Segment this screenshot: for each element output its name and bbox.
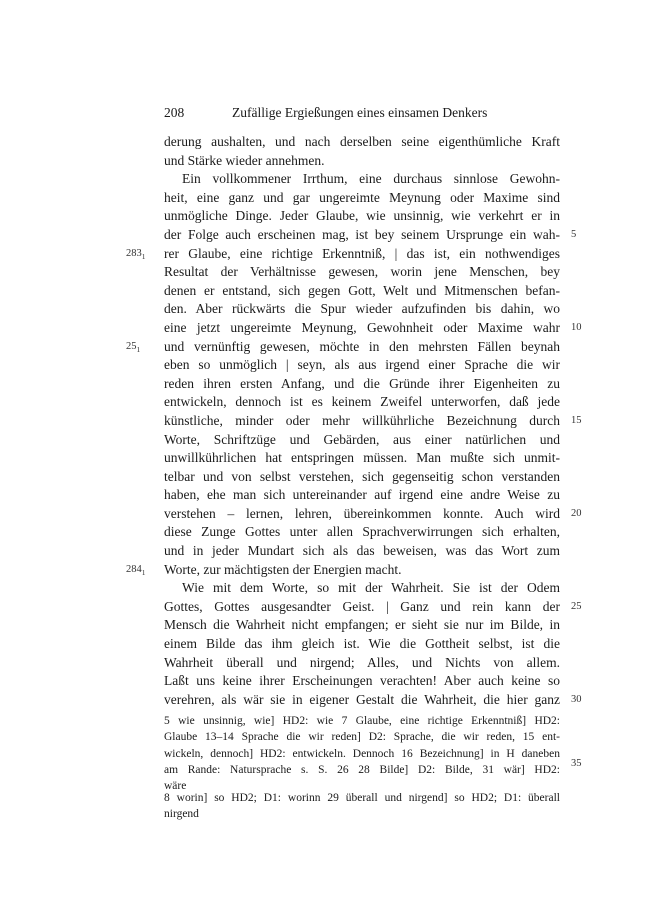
text-line: Laßt uns keine ihrer Erscheinungen verachten! Aber auch keine so — [164, 673, 560, 689]
line-number: 30 — [571, 694, 582, 705]
apparatus-line: nirgend — [164, 808, 199, 821]
line-number: 5 — [571, 229, 577, 240]
critical-apparatus-sources — [164, 790, 560, 823]
text-line: unwillkührlichen hat entspringen müssen. Man mußte sich unmit- — [164, 450, 560, 466]
text-line: Worte, zur mächtigsten der Energien macht. — [164, 561, 402, 577]
text-line: und Stärke wieder annehmen. — [164, 152, 325, 168]
main-text — [164, 133, 560, 709]
line-number: 10 — [571, 322, 582, 333]
text-line: Resultat der Verhältnisse gewesen, worin jene Menschen, bey — [164, 264, 560, 280]
running-title: Zufällige Ergießungen eines einsamen Denkers — [232, 105, 488, 120]
apparatus-line: 8 worin] so HD2; D1: worinn 29 überall und nirgend] so HD2; D1: überall — [164, 792, 560, 804]
page-number: 208 — [164, 105, 185, 120]
text-line: Wahrheit überall und nirgend; Alles, und Nichts von allem. — [164, 654, 560, 670]
text-line: Worte, Schriftzüge und Gebärden, aus einer natürlichen und — [164, 431, 560, 447]
marginal-page-ref: $284_1$ — [126, 564, 146, 578]
text-line: Mensch die Wahrheit nicht empfangen; er sieht sie nur im Bilde, in — [164, 617, 560, 633]
text-line: heit, eine ganz und gar ungereimte Meynung oder Maxime sind — [164, 189, 560, 205]
marginal-page-ref: $25_1$ — [126, 341, 141, 355]
text-line: eine jetzt ungereimte Meynung, Gewohnheit oder Maxime wahr — [164, 319, 560, 335]
line-number: 25 — [571, 601, 582, 612]
text-line: Ein vollkommener Irrthum, eine durchaus sinnlose Gewohn- — [182, 171, 560, 187]
text-line: und in jeder Mundart sich als das beweisen, was das Wort zum — [164, 543, 560, 559]
text-line: verstehen – lernen, lehren, übereinkommen konnte. Auch wird — [164, 505, 560, 521]
text-line: Wie mit dem Worte, so mit der Wahrheit. Sie ist der Odem — [182, 580, 560, 596]
text-line: derung aushalten, und nach derselben seine eigenthümliche Kraft — [164, 134, 560, 149]
apparatus-line: 5 wie unsinnig, wie] HD2: wie 7 Glaube, eine richtige Erkenntniß] HD2: — [164, 715, 560, 727]
line-number: 15 — [571, 415, 582, 426]
text-line: künstliche, minder oder mehr willkührliche Bezeichnung durch — [164, 412, 560, 428]
apparatus-line-number: 35 — [571, 758, 582, 769]
text-line: diese Zunge Gottes unter allen Sprachverwirrungen sich erhalten, — [164, 524, 560, 540]
text-line: telbar und von selbst verstehen, sich gegenseitig schon verstanden — [164, 468, 560, 484]
text-line: haben, ehe man sich untereinander auf irgend eine andre Weise zu — [164, 487, 560, 503]
text-line: den. Aber rückwärts die Spur wieder aufzufinden bis dahin, wo — [164, 301, 560, 317]
marginal-page-ref: $283_1$ — [126, 248, 146, 262]
text-line: Gottes, Gottes ausgesandter Geist. | Ganz und rein kann der — [164, 598, 560, 614]
text-line: verehren, als wär sie in eigener Gestalt die Wahrheit, die hier ganz — [164, 691, 560, 707]
text-line: einem Bilde das ihm gleich ist. Wie die Gottheit selbst, ist die — [164, 636, 560, 652]
apparatus-line: Glaube 13–14 Sprache die wir reden] D2: Sprache, die wir reden, 15 ent- — [164, 731, 560, 744]
text-line: entwickeln, dennoch ist es keinem Zweifel unterworfen, daß jede — [164, 394, 560, 410]
text-line: rer Glaube, eine richtige Erkenntniß, | das ist, ein nothwendiges — [164, 245, 560, 261]
text-line: eben so unmöglich | seyn, als aus irgend einer Sprache die wir — [164, 357, 560, 373]
apparatus-line: wickeln, dennoch] HD2: entwickeln. Dennoch 16 Bezeichnung] in H daneben — [164, 747, 560, 760]
text-line: denen er entstand, sich gegen Gott, Welt und Mitmenschen befan- — [164, 282, 560, 298]
text-line: reden ihren ersten Anfang, und die Gründe ihrer Eigenheiten zu — [164, 375, 560, 391]
apparatus-line: am Rande: Natursprache s. S. 26 28 Bilde] D2: Bilde, 31 wär] HD2: — [164, 763, 560, 776]
critical-apparatus-variants — [164, 713, 560, 794]
line-number: 20 — [571, 508, 582, 519]
text-line: und vernünftig gewesen, möchte in den mehrsten Fällen beynah — [164, 338, 560, 354]
apparatus-line: wäre — [164, 780, 187, 793]
text-line: unmögliche Dinge. Jeder Glaube, wie unsinnig, wie verkehrt er in — [164, 208, 560, 224]
text-line: der Folge auch erscheinen mag, ist bey seinem Ursprunge ein wah- — [164, 226, 560, 242]
running-header — [164, 104, 487, 122]
